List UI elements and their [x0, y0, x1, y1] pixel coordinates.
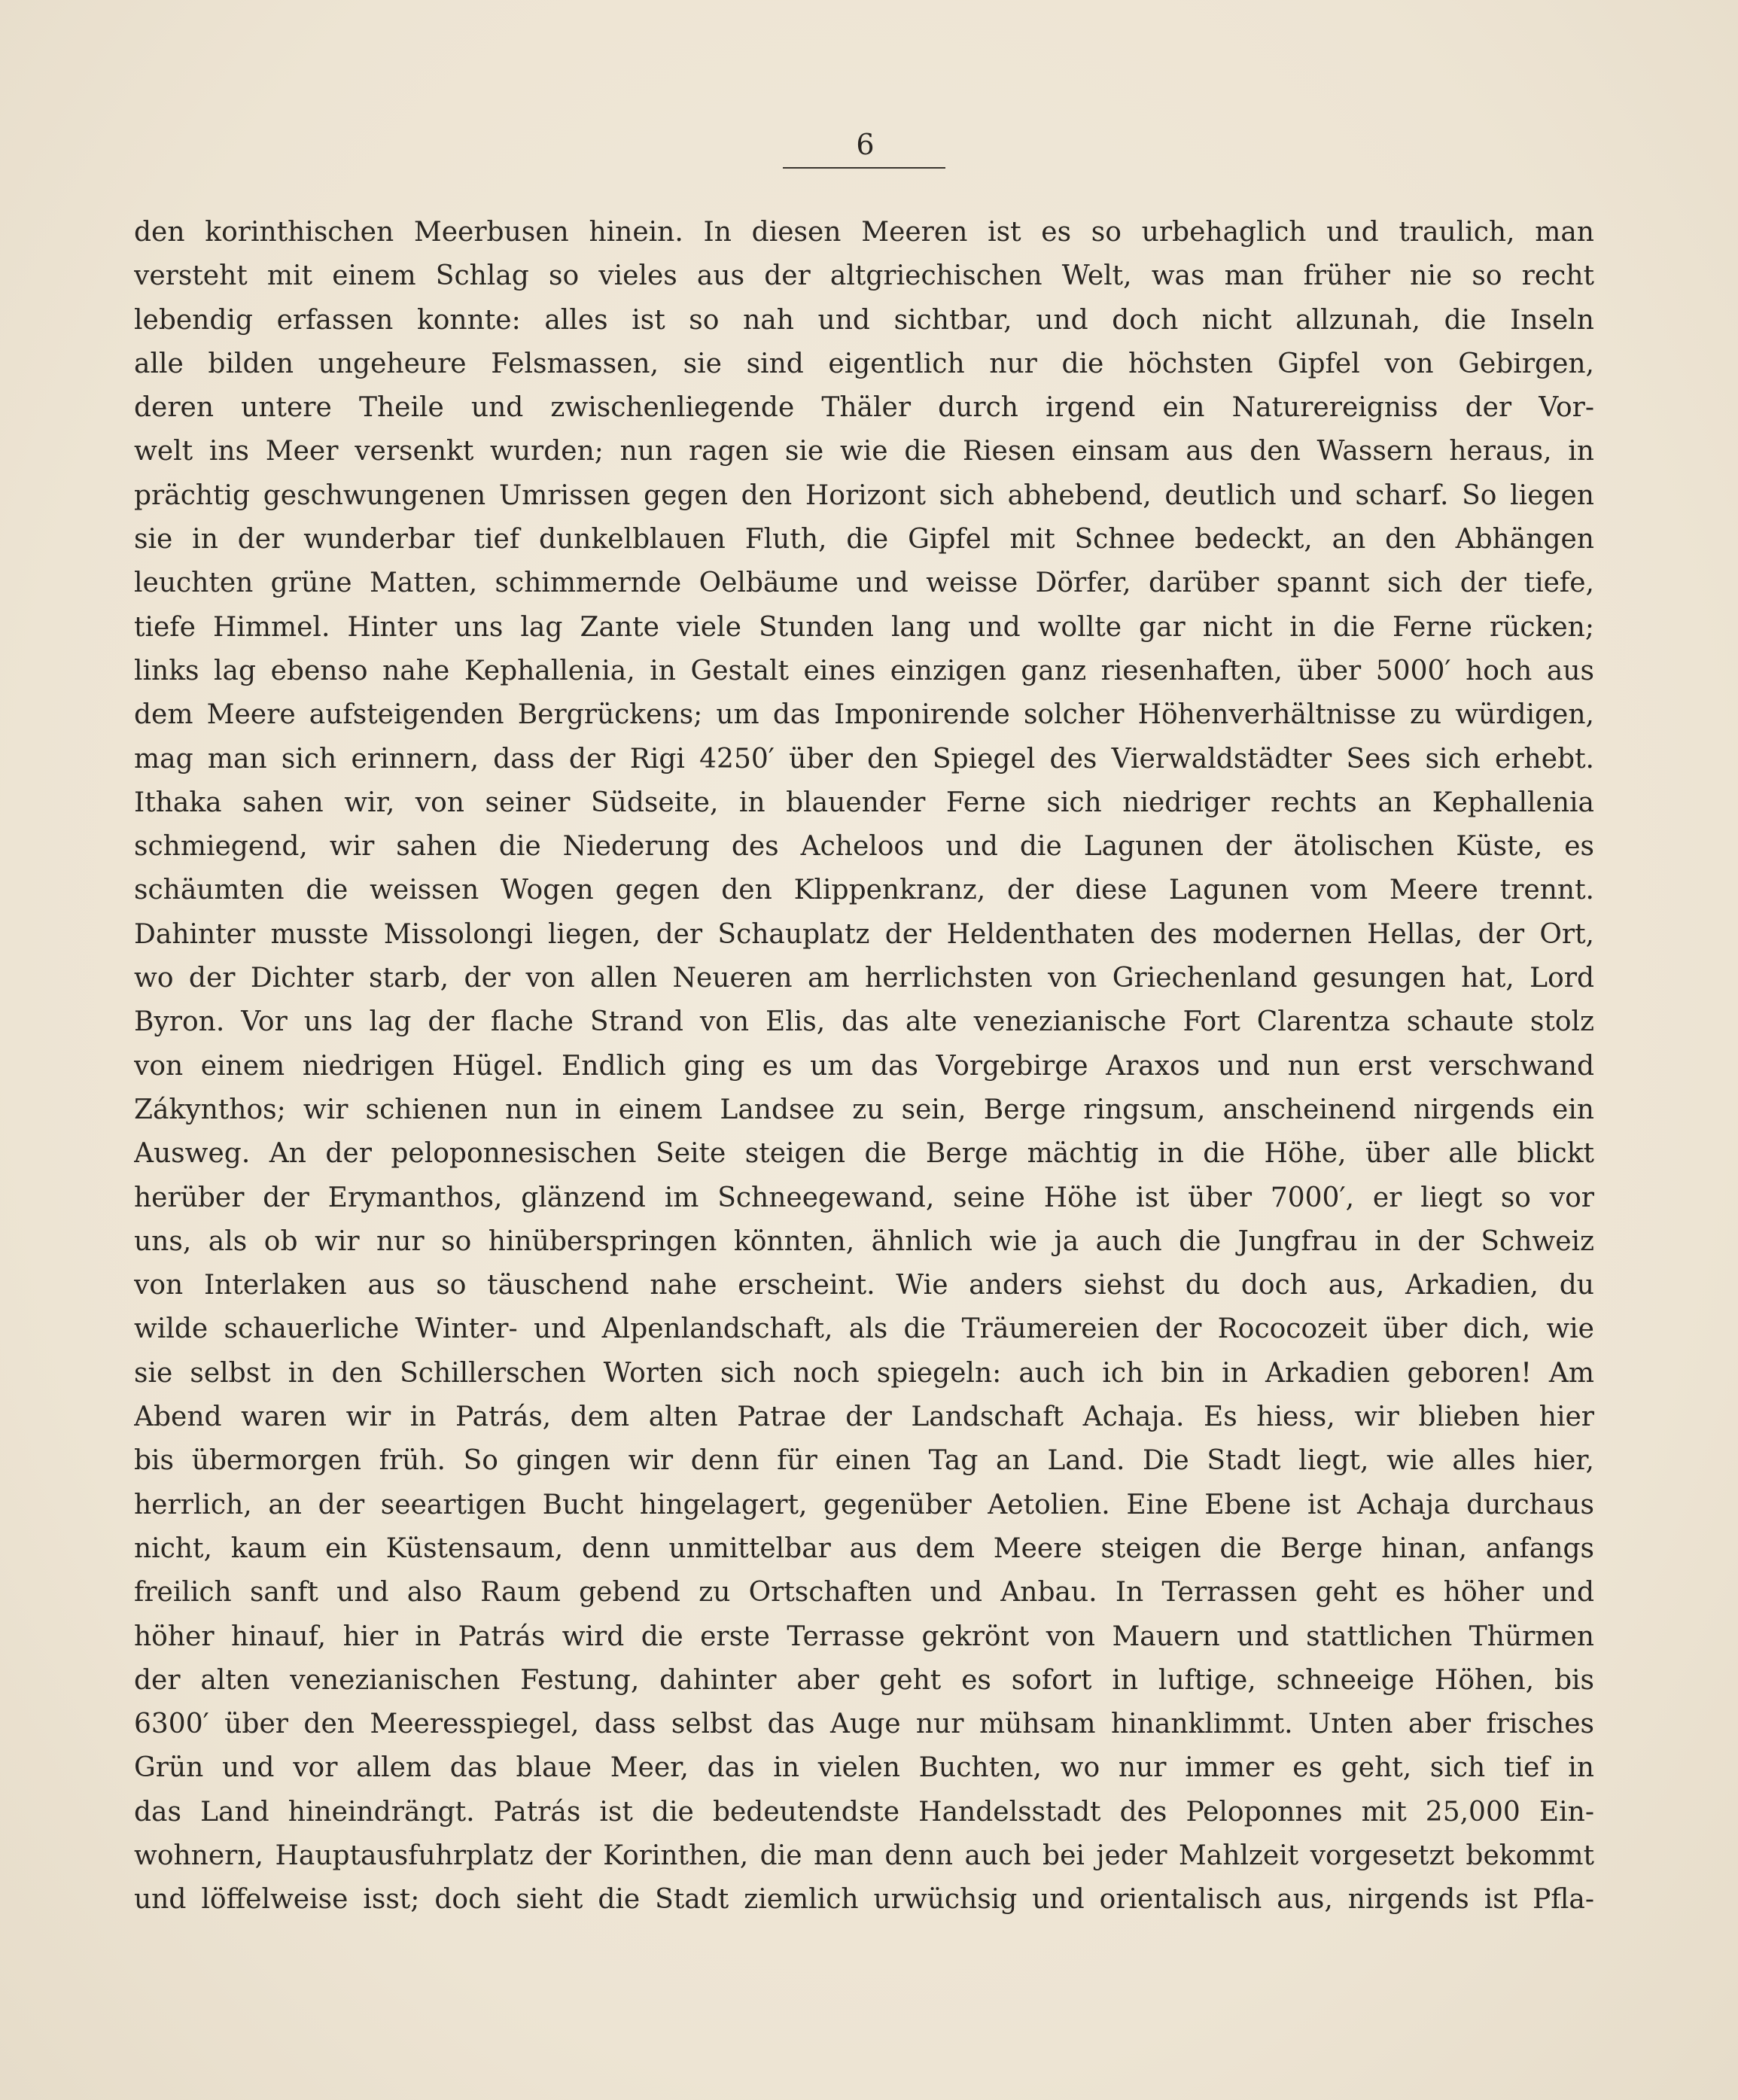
text-line: mag man sich erinnern, dass der Rigi 4250′ über den Spiegel des Vierwaldstädter Sees sich erhebt. [134, 743, 1594, 775]
text-line: wilde schauerliche Winter- und Alpenlandschaft, als die Träumereien der Rococozeit über dich, wie [134, 1313, 1594, 1345]
text-line: tiefe Himmel. Hinter uns lag Zante viele Stunden lang und wollte gar nicht in die Ferne rücken; [134, 611, 1594, 643]
text-line: sie selbst in den Schillerschen Worten sich noch spiegeln: auch ich bin in Arkadien geboren! Am [134, 1357, 1594, 1389]
text-line: Zákynthos; wir schienen nun in einem Landsee zu sein, Berge ringsum, anscheinend nirgends ein [134, 1094, 1594, 1125]
text-line: Grün und vor allem das blaue Meer, das in vielen Buchten, wo nur immer es geht, sich tief in [134, 1752, 1594, 1784]
text-line: schäumten die weissen Wogen gegen den Klippenkranz, der diese Lagunen vom Meere trennt. [134, 875, 1594, 906]
text-line: Ausweg. An der peloponnesischen Seite steigen die Berge mächtig in die Höhe, über alle blickt [134, 1138, 1594, 1170]
text-line: deren untere Theile und zwischenliegende Thäler durch irgend ein Naturereigniss der Vor- [134, 392, 1594, 424]
text-line: prächtig geschwungenen Umrissen gegen den Horizont sich abhebend, deutlich und scharf. So liegen [134, 479, 1594, 511]
text-line: höher hinauf, hier in Patrás wird die erste Terrasse gekrönt von Mauern und stattlichen Thürmen [134, 1621, 1594, 1652]
text-line: nicht, kaum ein Küstensaum, denn unmittelbar aus dem Meere steigen die Berge hinan, anfangs [134, 1532, 1594, 1564]
text-line: wo der Dichter starb, der von allen Neueren am herrlichsten von Griechenland gesungen hat, Lord [134, 963, 1594, 994]
text-line: sie in der wunderbar tief dunkelblauen Fluth, die Gipfel mit Schnee bedeckt, an den Abhängen [134, 524, 1594, 555]
text-line: 6300′ über den Meeresspiegel, dass selbst das Auge nur mühsam hinanklimmt. Unten aber frisches [134, 1709, 1594, 1740]
page-number: 6 [856, 128, 875, 161]
body-text [134, 211, 1594, 1922]
text-line: Abend waren wir in Patrás, dem alten Patrae der Landschaft Achaja. Es hiess, wir blieben hier [134, 1402, 1594, 1433]
text-line: von einem niedrigen Hügel. Endlich ging es um das Vorgebirge Araxos und nun erst verschwand [134, 1050, 1594, 1082]
text-line: alle bilden ungeheure Felsmassen, sie sind eigentlich nur die höchsten Gipfel von Gebirgen, [134, 348, 1594, 379]
text-line: leuchten grüne Matten, schimmernde Oelbäume und weisse Dörfer, darüber spannt sich der tiefe, [134, 568, 1594, 599]
text-line: lebendig erfassen konnte: alles ist so nah und sichtbar, und doch nicht allzunah, die Inseln [134, 304, 1594, 336]
text-line: versteht mit einem Schlag so vieles aus der altgriechischen Welt, was man früher nie so recht [134, 260, 1594, 292]
text-line: links lag ebenso nahe Kephallenia, in Gestalt eines einzigen ganz riesenhaften, über 5000′ hoch aus [134, 655, 1594, 686]
text-line: von Interlaken aus so täuschend nahe erscheint. Wie anders siehst du doch aus, Arkadien, du [134, 1270, 1594, 1301]
text-line: herüber der Erymanthos, glänzend im Schneegewand, seine Höhe ist über 7000′, er liegt so vor [134, 1182, 1594, 1213]
text-line: Ithaka sahen wir, von seiner Südseite, in blauender Ferne sich niedriger rechts an Kephallenia [134, 787, 1594, 818]
text-line: Dahinter musste Missolongi liegen, der Schauplatz der Heldenthaten des modernen Hellas, der Ort, [134, 918, 1594, 950]
text-line: der alten venezianischen Festung, dahinter aber geht es sofort in luftige, schneeige Höhen, bis [134, 1664, 1594, 1696]
text-line: dem Meere aufsteigenden Bergrückens; um das Imponirende solcher Höhenverhältnisse zu würdigen, [134, 699, 1594, 731]
text-line: und löffelweise isst; doch sieht die Stadt ziemlich urwüchsig und orientalisch aus, nirgends ist Pfla- [134, 1884, 1594, 1916]
text-line: herrlich, an der seeartigen Bucht hingelagert, gegenüber Aetolien. Eine Ebene ist Achaja durchaus [134, 1489, 1594, 1520]
text-line: bis übermorgen früh. So gingen wir denn für einen Tag an Land. Die Stadt liegt, wie alles hier, [134, 1445, 1594, 1477]
text-line: wohnern, Hauptausfuhrplatz der Korinthen, die man denn auch bei jeder Mahlzeit vorgesetzt bekommt [134, 1840, 1594, 1871]
text-line: das Land hineindrängt. Patrás ist die bedeutendste Handelsstadt des Peloponnes mit 25,000 Ein- [134, 1796, 1594, 1828]
text-line: den korinthischen Meerbusen hinein. In diesen Meeren ist es so urbehaglich und traulich, man [134, 217, 1594, 248]
text-line: freilich sanft und also Raum gebend zu Ortschaften und Anbau. In Terrassen geht es höher und [134, 1577, 1594, 1608]
text-line: uns, als ob wir nur so hinüberspringen könnten, ähnlich wie ja auch die Jungfrau in der Schweiz [134, 1225, 1594, 1257]
text-line: welt ins Meer versenkt wurden; nun ragen sie wie die Riesen einsam aus den Wassern heraus, in [134, 436, 1594, 467]
header-rule [783, 167, 945, 169]
text-line: Byron. Vor uns lag der flache Strand von Elis, das alte venezianische Fort Clarentza schaute stolz [134, 1006, 1594, 1038]
text-line: schmiegend, wir sahen die Niederung des Acheloos und die Lagunen der ätolischen Küste, es [134, 831, 1594, 863]
